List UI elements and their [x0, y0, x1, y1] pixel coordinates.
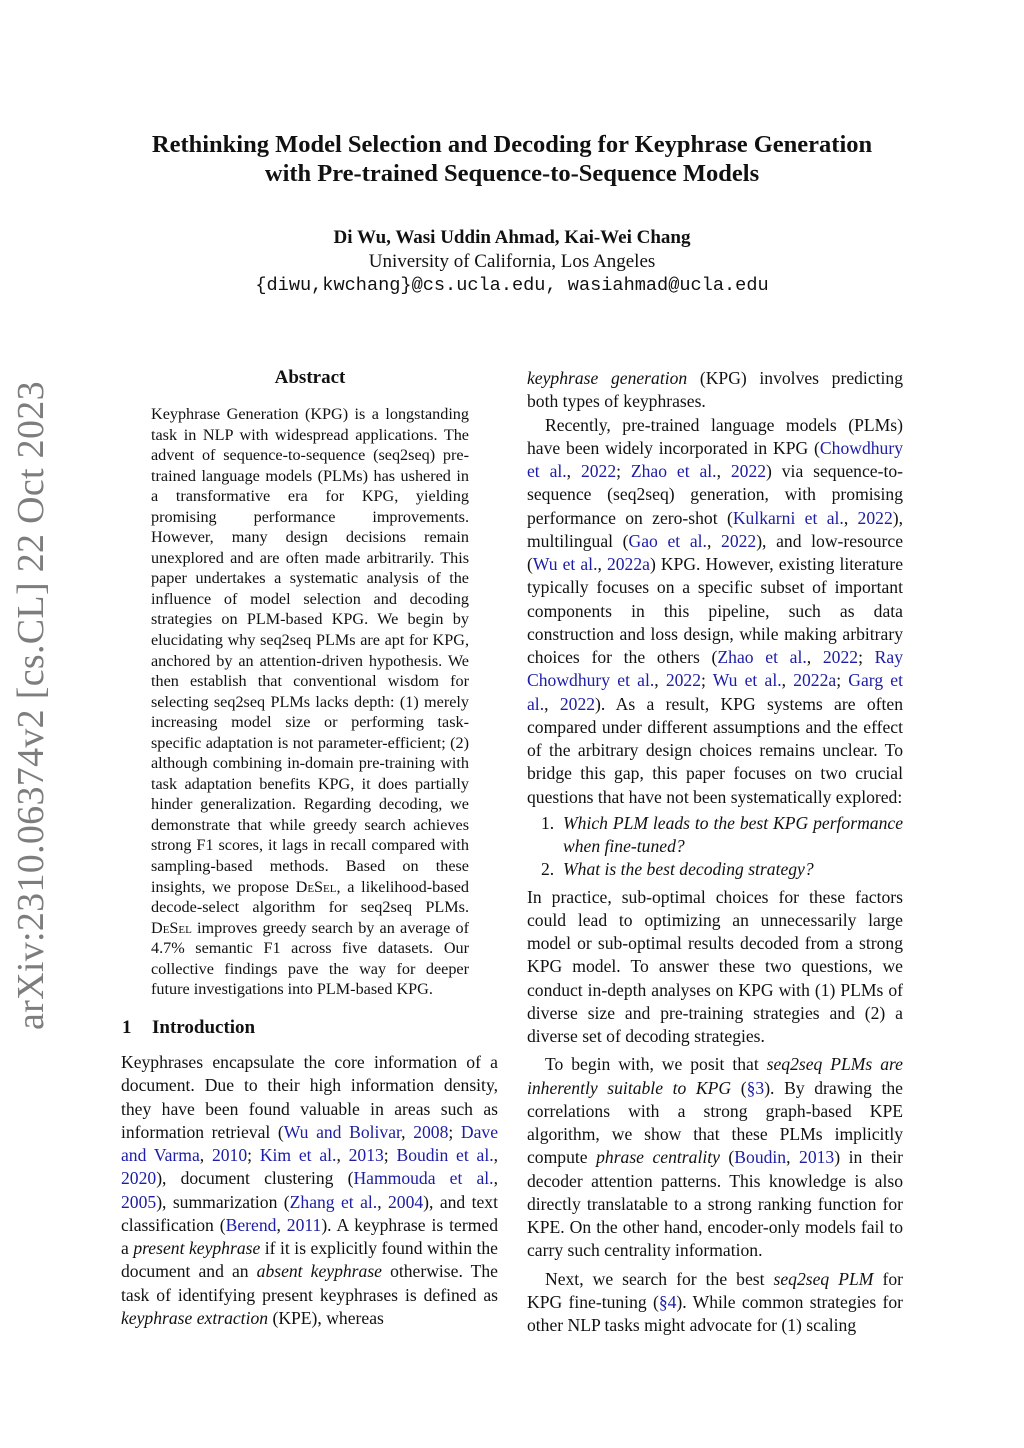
citation-link[interactable]: 2022 — [857, 507, 893, 528]
citation-link[interactable]: Chowdhury et al. — [527, 437, 903, 481]
citation-link[interactable]: 2008 — [413, 1121, 449, 1142]
intro-paragraph-3: In practice, sub-optimal choices for these factors could lead to optimizing an unnecessarily large model or sub-optimal results decoded from a strong KPG model. To answer these two questions, we conduct in-depth analyses on KPG with (1) PLMs of diverse size and pre-training strategies and (2) a diverse set of decoding strategies. — [527, 886, 903, 1046]
research-questions-list — [527, 812, 903, 882]
citation-link[interactable]: Hammouda et al. — [353, 1168, 494, 1189]
citation-link[interactable]: 2022 — [721, 530, 757, 551]
citation-link[interactable]: 2022a — [606, 554, 650, 574]
paper-title-line-2: with Pre-trained Sequence-to-Sequence Models — [264, 160, 760, 187]
citation-link[interactable]: Zhao et al. — [630, 461, 717, 481]
citation-link[interactable]: Wu et al. — [532, 554, 598, 574]
citation-link[interactable]: Gao et al. — [628, 530, 707, 551]
citation-link[interactable]: 2022 — [822, 647, 859, 667]
research-question-item — [527, 812, 903, 859]
paper-title-line-1: Rethinking Model Selection and Decoding for Keyphrase Generation — [151, 131, 873, 158]
author-affiliation: University of California, Los Angeles — [368, 251, 656, 272]
left-column-body — [121, 1051, 498, 1330]
abstract-text: Keyphrase Generation (KPG) is a longstanding task in NLP with widespread applications. The advent of sequence-to-sequence (seq2seq) pre-trained language models (PLMs) has ushered in a transformative era for KPG, yielding promising performance improvements. However, many design decisions remain unexplored and are often made arbitrarily. This paper undertakes a systematic analysis of the influence of model selection and decoding strategies on PLM-based KPG. We begin by elucidating why seq2seq PLMs are apt for KPG, anchored by an attention-driven hypothesis. We then establish that conventional wisdom for selecting seq2seq PLMs lacks depth: (1) merely increasing model size or performing task-specific adaptation is not parameter-efficient; (2) although combining in-domain pre-training with task adaptation benefits KPG, it does partially hinder generalization. Regarding decoding, we demonstrate that while greedy search achieves strong F1 scores, it lags in recall compared with sampling-based methods. Based on these insights, we propose — [151, 405, 469, 896]
section-reference-link[interactable]: §4 — [658, 1291, 677, 1312]
citation-link[interactable]: Dave and Varma — [121, 1121, 499, 1165]
right-column-body — [527, 367, 903, 1337]
intro-paragraph-1: Keyphrases encapsulate the core information of a document. Due to their high information density, they have been found valuable in areas such as information retrieval (Wu and Bolivar, 2008; Dave and Varma, 2010; Kim et al., 2013; Boudin et al., 2020), document clustering (Hammouda et al., 2005), summarization (Zhang et al., 2004), and text classification (Berend, 2011). A keyphrase is termed a present keyphrase if it is explicitly found within the document and an absent keyphrase otherwise. The task of identifying present keyphrases is defined as keyphrase extraction (KPE), whereas — [121, 1052, 499, 1328]
abstract-text: improves greedy search by an average of 4.7% semantic F1 across five datasets. Our collective findings pave the way for deeper future investigations into PLM-based KPG. — [151, 918, 469, 999]
citation-link[interactable]: Boudin et al. — [396, 1145, 494, 1165]
section-title: Introduction — [152, 1017, 256, 1038]
citation-link[interactable]: 2022 — [580, 461, 617, 481]
research-question-text: Which PLM leads to the best KPG performance when fine-tuned? — [563, 812, 903, 856]
citation-link[interactable]: 2020 — [121, 1168, 157, 1189]
author-emails[interactable]: {diwu,kwchang}@cs.ucla.edu, wasiahmad@ucla.edu — [255, 275, 769, 296]
intro-paragraph-1-continued: keyphrase generation (KPG) involves predicting both types of keyphrases. — [527, 368, 903, 412]
citation-link[interactable]: Boudin — [734, 1147, 787, 1168]
author-block — [110, 226, 914, 298]
citation-link[interactable]: 2011 — [286, 1214, 322, 1235]
section-number: 1 — [122, 1017, 132, 1038]
author-names: Di Wu, Wasi Uddin Ahmad, Kai-Wei Chang — [333, 227, 691, 248]
citation-link[interactable]: Garg et al. — [527, 670, 903, 714]
citation-link[interactable]: Kim et al. — [259, 1145, 337, 1165]
citation-link[interactable]: 2013 — [348, 1145, 384, 1165]
citation-link[interactable]: Berend — [225, 1214, 277, 1235]
citation-link[interactable]: Wu and Bolivar — [283, 1121, 402, 1142]
citation-link[interactable]: 2022a — [793, 670, 837, 691]
citation-link[interactable]: 2022 — [665, 670, 701, 691]
paper-title — [110, 130, 914, 188]
citation-link[interactable]: 2004 — [387, 1191, 424, 1212]
citation-link[interactable]: Ray Chowdhury et al. — [527, 647, 903, 691]
citation-link[interactable]: Wu et al. — [712, 670, 782, 691]
citation-link[interactable]: 2005 — [121, 1191, 157, 1212]
intro-paragraph-2: Recently, pre-trained language models (PLMs) have been widely incorporated in KPG (Chowdhury et al., 2022; Zhao et al., 2022) via sequence-to-sequence (seq2seq) generation, with promising performance on zero-shot (Kulkarni et al., 2022), multilingual (Gao et al., 2022), and low-resource (Wu et al., 2022a) KPG. However, existing literature typically focuses on a specific subset of important components in this pipeline, such as data construction and loss design, while making arbitrary choices for the others (Zhao et al., 2022; Ray Chowdhury et al., 2022; Wu et al., 2022a; Garg et al., 2022). As a result, KPG systems are often compared under different assumptions and the effect of the arbitrary design choices remains unclear. To bridge this gap, this paper focuses on two crucial questions that have not been systematically explored: — [527, 414, 904, 807]
section-heading-introduction — [122, 1016, 255, 1040]
method-name-desel: DeSel — [295, 877, 337, 896]
citation-link[interactable]: 2022 — [559, 693, 596, 714]
research-question-item — [527, 858, 903, 881]
abstract-heading: Abstract — [274, 367, 346, 388]
citation-link[interactable]: 2010 — [211, 1145, 248, 1165]
citation-link[interactable]: 2013 — [799, 1147, 835, 1168]
arxiv-identifier: arXiv:2310.06374v2 [cs.CL] 22 Oct 2023 — [10, 381, 52, 1030]
intro-paragraph-5: Next, we search for the best seq2seq PLM for KPG fine-tuning (§4). While common strategies for other NLP tasks might advocate for (1) scaling — [527, 1268, 904, 1335]
intro-paragraph-4: To begin with, we posit that seq2seq PLMs are inherently suitable to KPG (§3). By drawing the correlations with a strong graph-based KPE algorithm, we show that these PLMs implicitly compute phrase centrality (Boudin, 2013) in their decoder attention patterns. This knowledge is also directly translatable to a strong ranking function for KPE. On the other hand, encoder-only models fail to carry such centrality information. — [527, 1054, 903, 1261]
abstract-body — [151, 404, 469, 1000]
citation-link[interactable]: 2022 — [730, 461, 767, 481]
research-question-number: 1. — [541, 812, 555, 833]
research-question-number: 2. — [541, 859, 555, 880]
citation-link[interactable]: Zhao et al. — [717, 647, 807, 667]
citation-link[interactable]: Zhang et al. — [289, 1191, 378, 1212]
research-question-text: What is the best decoding strategy? — [563, 859, 814, 880]
abstract-text: , a likelihood-based decode-select algorithm for seq2seq PLMs. — [151, 877, 470, 917]
section-reference-link[interactable]: §3 — [746, 1077, 765, 1098]
method-name-desel: DeSel — [151, 918, 192, 937]
citation-link[interactable]: Kulkarni et al. — [732, 507, 844, 528]
